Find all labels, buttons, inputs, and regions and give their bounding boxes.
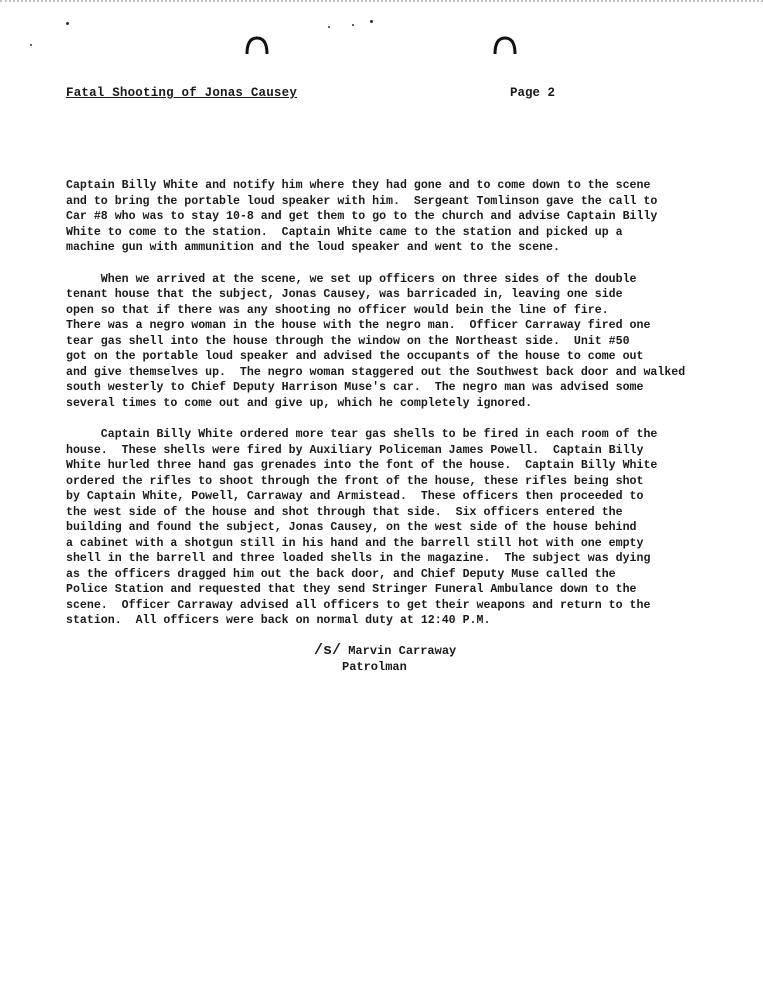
paragraph-2 <box>66 272 746 412</box>
paragraph-1 <box>66 178 746 256</box>
text-line: scene. Officer Carraway advised all officers to get their weapons and return to the <box>66 598 651 612</box>
speck <box>352 24 354 26</box>
text-line: open so that if there was any shooting no officer would bein the line of fire. <box>66 303 609 317</box>
speck <box>66 22 69 25</box>
text-line: ordered the rifles to shoot through the front of the house, these rifles being shot <box>66 474 644 488</box>
text-line: station. All officers were back on normal duty at 12:40 P.M. <box>66 614 491 627</box>
speck <box>30 44 32 46</box>
text-line: house. These shells were fired by Auxiliary Policeman James Powell. Captain Billy <box>66 443 644 457</box>
signature-mark: /s/ <box>314 642 342 659</box>
text-line: Car #8 who was to stay 10-8 and get them to go to the church and advise Captain Billy <box>66 210 658 223</box>
text-line: the west side of the house and shot through that side. Six officers entered the <box>66 505 623 519</box>
punch-hole-left <box>244 34 270 60</box>
speck <box>370 20 373 23</box>
text-line: south westerly to Chief Deputy Harrison Muse's car. The negro man was advised some <box>66 381 644 394</box>
text-line: as the officers dragged him out the back door, and Chief Deputy Muse called the <box>66 567 616 581</box>
report-body <box>66 178 746 645</box>
signature-block <box>314 642 456 660</box>
page-number: Page 2 <box>510 86 556 100</box>
text-line: tenant house that the subject, Jonas Causey, was barricaded in, leaving one side <box>66 288 623 301</box>
text-line: got on the portable loud speaker and advised the occupants of the house to come out <box>66 350 644 363</box>
text-line: White to come to the station. Captain White came to the station and picked up a <box>66 225 623 239</box>
signature-name: Marvin Carraway <box>348 644 457 658</box>
text-line: There was a negro woman in the house with the negro man. Officer Carraway fired one <box>66 319 651 332</box>
paragraph-3 <box>66 427 746 629</box>
punch-hole-right <box>492 34 518 60</box>
text-line: Captain Billy White and notify him where they had gone and to come down to the scene <box>66 179 651 192</box>
text-line: machine gun with ammunition and the loud speaker and went to the scene. <box>66 241 560 254</box>
top-edge-dots <box>0 0 763 6</box>
text-line: and give themselves up. The negro woman staggered out the Southwest back door and walked <box>66 365 686 379</box>
text-line: When we arrived at the scene, we set up officers on three sides of the double <box>66 272 637 286</box>
speck <box>328 26 330 28</box>
text-line: a cabinet with a shotgun still in his hand and the barrell still hot with one empty <box>66 536 644 550</box>
signature-title: Patrolman <box>342 660 407 674</box>
text-line: tear gas shell into the house through the window on the Northeast side. Unit #50 <box>66 334 630 348</box>
text-line: building and found the subject, Jonas Causey, on the west side of the house behind <box>66 521 637 534</box>
text-line: shell in the barrell and three loaded shells in the magazine. The subject was dying <box>66 552 651 565</box>
text-line: Police Station and requested that they send Stringer Funeral Ambulance down to the <box>66 583 637 596</box>
text-line: and to bring the portable loud speaker with him. Sergeant Tomlinson gave the call to <box>66 194 658 208</box>
text-line: Captain Billy White ordered more tear gas shells to be fired in each room of the <box>66 428 658 441</box>
text-line: White hurled three hand gas grenades into the font of the house. Captain Billy White <box>66 459 658 472</box>
text-line: by Captain White, Powell, Carraway and Armistead. These officers then proceeded to <box>66 490 644 503</box>
text-line: several times to come out and give up, which he completely ignored. <box>66 396 533 410</box>
document-title: Fatal Shooting of Jonas Causey <box>66 86 298 100</box>
